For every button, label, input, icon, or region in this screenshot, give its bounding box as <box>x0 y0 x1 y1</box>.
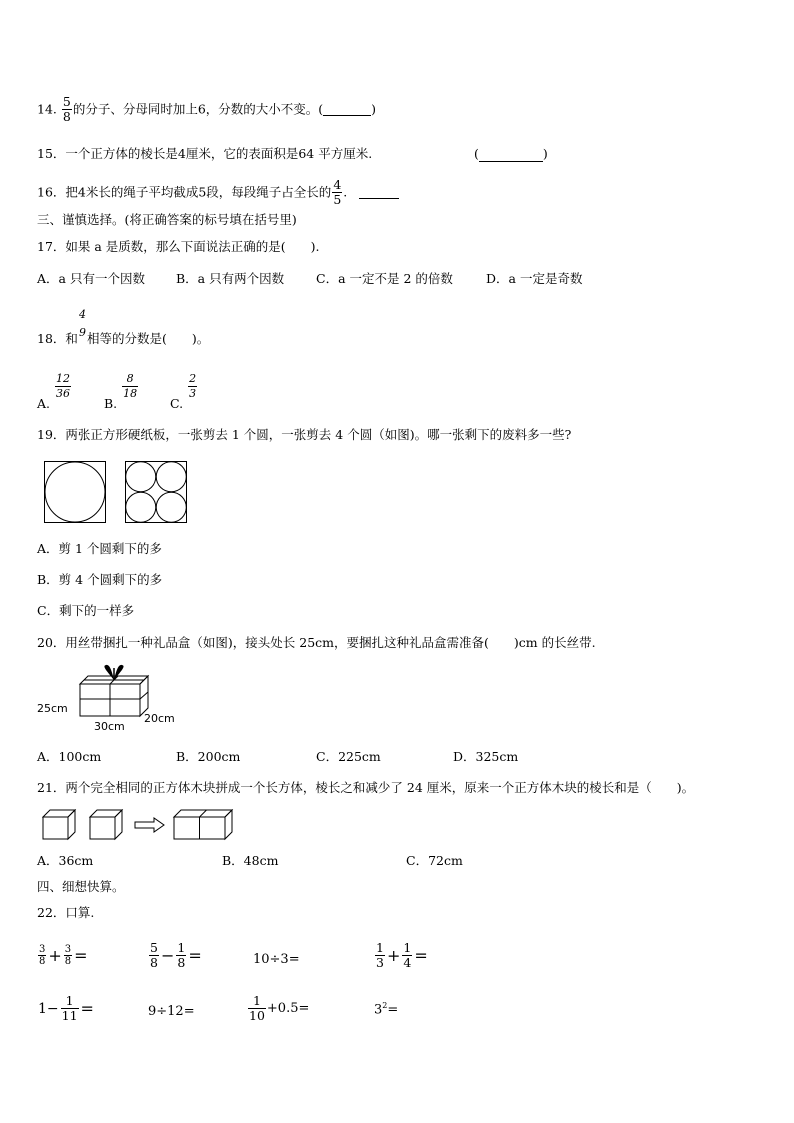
question-16: 16．把4米长的绳子平均截成5段，每段绳子占全长的 $\frac{4}{5}$ . <box>37 178 399 207</box>
q18-option-a-fraction: $\frac{12}{36}$ <box>56 372 70 400</box>
dim-length-label: 30cm <box>94 720 125 733</box>
question-22-title: 22．口算. <box>37 905 95 920</box>
question-18-post: 相等的分数是( )。 <box>87 331 210 346</box>
calc-item-h: $3^2=$ <box>374 1001 399 1018</box>
q19-figure <box>44 461 189 524</box>
q21-option-c[interactable]: C．72cm <box>406 853 463 868</box>
q18-option-c-fraction: $\frac{2}{3}$ <box>189 372 197 400</box>
answer-paren-15: ( ) <box>474 146 548 161</box>
q19-option-b[interactable]: B．剪 4 个圆剩下的多 <box>37 572 163 587</box>
q18-option-c[interactable]: C. $\frac{2}{3}$ <box>170 372 197 411</box>
question-18-pre: 18．和 <box>37 331 78 346</box>
q21-cubes-figure <box>42 809 236 841</box>
section-3-heading: 三、谨慎选择。(将正确答案的标号填在括号里) <box>37 212 297 227</box>
q14-number: 14. <box>37 101 57 117</box>
calc-item-f: 9÷12= <box>148 1004 195 1019</box>
q16-fraction: $\frac{4}{5}$ <box>333 177 342 207</box>
question-17-stem: 17．如果 a 是质数，那么下面说法正确的是( ). <box>37 239 320 254</box>
q20-option-d[interactable]: D．325cm <box>453 749 519 764</box>
calc-item-e: 1− $\frac{1}{11}$ = <box>38 993 94 1023</box>
small-circle <box>126 462 156 492</box>
question-14: 14. $\frac{5}{8}$ 的分子、分母同时加上6，分数的大小不变。( ) <box>37 94 377 124</box>
small-circle <box>156 492 186 522</box>
q17-option-a[interactable]: A．a 只有一个因数 <box>37 271 145 286</box>
q19-option-c[interactable]: C．剩下的一样多 <box>37 603 135 618</box>
q17-option-d[interactable]: D．a 一定是奇数 <box>486 271 583 286</box>
q21-option-b[interactable]: B．48cm <box>222 853 279 868</box>
section-4-heading: 四、细想快算。 <box>37 879 125 894</box>
bow <box>114 665 124 680</box>
q17-option-c[interactable]: C．a 一定不是 2 的倍数 <box>316 271 453 286</box>
calc-item-b: $\frac{5}{8}$ − $\frac{1}{8}$ = <box>150 940 202 970</box>
answer-blank-16[interactable] <box>359 186 399 200</box>
q20-option-a[interactable]: A．100cm <box>37 749 102 764</box>
square-four-circles <box>126 462 187 523</box>
q20-option-c[interactable]: C．225cm <box>316 749 381 764</box>
q19-option-a[interactable]: A．剪 1 个圆剩下的多 <box>37 541 162 556</box>
dim-height-label: 25cm <box>37 702 68 715</box>
small-circle <box>126 492 156 522</box>
bow <box>104 665 114 680</box>
calc-item-d: $\frac{1}{3}$ + $\frac{1}{4}$ = <box>376 940 428 970</box>
cube <box>43 810 75 839</box>
answer-blank-14[interactable] <box>323 103 371 117</box>
q18-option-a[interactable]: A. $\frac{12}{36}$ <box>37 372 70 411</box>
calc-item-a: $\frac{3}{8}$ + $\frac{3}{8}$ = <box>39 944 88 967</box>
dim-width-label: 20cm <box>144 712 175 725</box>
calc-item-c: 10÷3= <box>253 952 300 967</box>
question-20-stem: 20．用丝带捆扎一种礼品盒（如图)，接头处长 25cm，要捆扎这种礼品盒需准备( )cm 的长丝带. <box>37 635 596 650</box>
q18-fraction: 4 9 <box>79 308 86 339</box>
q14-fraction: $\frac{5}{8}$ <box>62 94 71 124</box>
ribbon <box>140 692 148 699</box>
q16-text: 16．把4米长的绳子平均截成5段，每段绳子占全长的 <box>37 184 332 200</box>
q21-option-a[interactable]: A．36cm <box>37 853 94 868</box>
answer-blank-15[interactable] <box>479 148 543 162</box>
small-circle <box>156 462 186 492</box>
cuboid <box>174 810 232 839</box>
question-15 <box>37 148 372 161</box>
calc-item-g: $\frac{1}{10}$ +0.5= <box>249 993 310 1023</box>
question-21-stem: 21．两个完全相同的正方体木块拼成一个长方体，棱长之和减少了 24 厘米，原来一个正方体木块的棱长和是（ )。 <box>37 780 695 795</box>
q18-option-b-fraction: $\frac{8}{18}$ <box>123 372 138 400</box>
question-19-stem: 19．两张正方形硬纸板，一张剪去 1 个圆，一张剪去 4 个圆（如图)。哪一张剩下的废料多一些? <box>37 427 572 442</box>
q20-option-b[interactable]: B．200cm <box>176 749 241 764</box>
q17-option-b[interactable]: B．a 只有两个因数 <box>176 271 285 286</box>
q18-option-b[interactable]: B. $\frac{8}{18}$ <box>104 372 138 411</box>
arrow-icon <box>135 818 164 832</box>
q14-text: 的分子、分母同时加上6，分数的大小不变。( <box>72 101 324 117</box>
q15-text: 15．一个正方体的棱长是4厘米，它的表面积是64 平方厘米. <box>37 146 373 161</box>
cube <box>90 810 122 839</box>
large-circle <box>45 462 105 522</box>
